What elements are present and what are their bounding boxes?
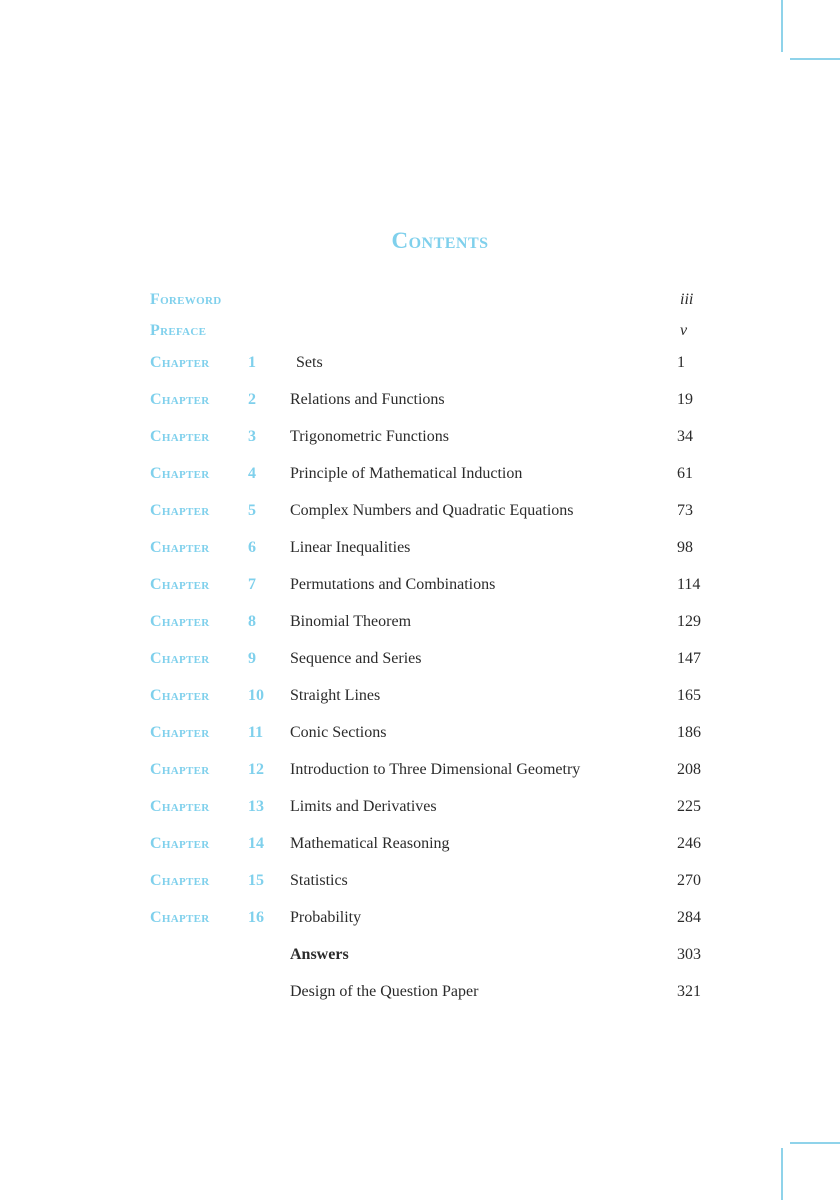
chapter-label: Chapter [150,391,210,408]
chapter-number: 12 [248,761,264,778]
front-matter-row [0,291,840,315]
page-number: 165 [677,687,701,704]
page-number: 303 [677,946,701,963]
chapter-number: 9 [248,650,256,667]
page-number: 98 [677,539,693,556]
chapter-title: Relations and Functions [290,391,445,408]
chapter-title: Sets [296,354,323,371]
chapter-row [0,391,840,415]
crop-mark-bottom-vertical [781,1148,783,1200]
chapter-label: Chapter [150,576,210,593]
chapter-title: Conic Sections [290,724,387,741]
page-number: 19 [677,391,693,408]
back-matter-title: Answers [290,946,349,963]
chapter-number: 6 [248,539,256,556]
chapter-title: Statistics [290,872,348,889]
chapter-row [0,576,840,600]
chapter-label: Chapter [150,835,210,852]
page-number: 225 [677,798,701,815]
chapter-label: Chapter [150,613,210,630]
chapter-row [0,909,840,933]
chapter-row [0,724,840,748]
front-matter-row [0,322,840,346]
chapter-number: 3 [248,428,256,445]
chapter-row [0,539,840,563]
chapter-number: 15 [248,872,264,889]
chapter-title: Sequence and Series [290,650,422,667]
chapter-number: 7 [248,576,256,593]
chapter-label: Chapter [150,872,210,889]
front-matter-label: Preface [150,322,207,339]
chapter-label: Chapter [150,539,210,556]
page-number: 147 [677,650,701,667]
chapter-label: Chapter [150,650,210,667]
chapter-title: Binomial Theorem [290,613,412,630]
chapter-row [0,428,840,452]
page-number: 73 [677,502,693,519]
chapter-number: 4 [248,465,256,482]
page-number: v [680,322,688,339]
chapter-label: Chapter [150,428,210,445]
chapter-number: 11 [248,724,264,741]
page-number: 114 [677,576,701,593]
page-number: 208 [677,761,701,778]
back-matter-row [0,946,840,970]
chapter-label: Chapter [150,909,210,926]
chapter-title: Probability [290,909,362,926]
chapter-label: Chapter [150,798,210,815]
chapter-title: Linear Inequalities [290,539,411,556]
page-number: 270 [677,872,701,889]
chapter-title: Principle of Mathematical Induction [290,465,523,482]
chapter-row [0,761,840,785]
chapter-title: Straight Lines [290,687,381,704]
chapter-title: Trigonometric Functions [290,428,449,445]
chapter-title: Limits and Derivatives [290,798,437,815]
chapter-label: Chapter [150,687,210,704]
chapter-row [0,687,840,711]
page-number: 186 [677,724,701,741]
page-title: Contents [391,228,489,253]
chapter-number: 16 [248,909,264,926]
chapter-number: 14 [248,835,264,852]
chapter-row [0,798,840,822]
chapter-label: Chapter [150,761,210,778]
back-matter-row [0,983,840,1007]
page-number: 246 [677,835,701,852]
page-number: iii [680,291,694,308]
chapter-number: 13 [248,798,264,815]
crop-mark-bottom-horizontal [790,1142,840,1144]
chapter-title: Permutations and Combinations [290,576,496,593]
page-number: 284 [677,909,701,926]
front-matter-label: Foreword [150,291,222,308]
chapter-title: Complex Numbers and Quadratic Equations [290,502,574,519]
page-number: 61 [677,465,693,482]
chapter-row [0,502,840,526]
crop-mark-top-horizontal [790,58,840,60]
chapter-number: 10 [248,687,264,704]
chapter-row [0,354,840,378]
chapter-number: 2 [248,391,256,408]
chapter-label: Chapter [150,465,210,482]
page-number: 321 [677,983,701,1000]
chapter-row [0,613,840,637]
chapter-label: Chapter [150,724,210,741]
page-number: 129 [677,613,701,630]
chapter-number: 1 [248,354,256,371]
chapter-row [0,835,840,859]
back-matter-title: Design of the Question Paper [290,983,479,1000]
chapter-number: 8 [248,613,256,630]
chapter-title: Introduction to Three Dimensional Geometry [290,761,581,778]
crop-mark-top-vertical [781,0,783,52]
chapter-row [0,465,840,489]
chapter-title: Mathematical Reasoning [290,835,450,852]
chapter-row [0,872,840,896]
chapter-number: 5 [248,502,256,519]
chapter-label: Chapter [150,502,210,519]
chapter-label: Chapter [150,354,210,371]
page-number: 1 [677,354,685,371]
page-number: 34 [677,428,693,445]
chapter-row [0,650,840,674]
